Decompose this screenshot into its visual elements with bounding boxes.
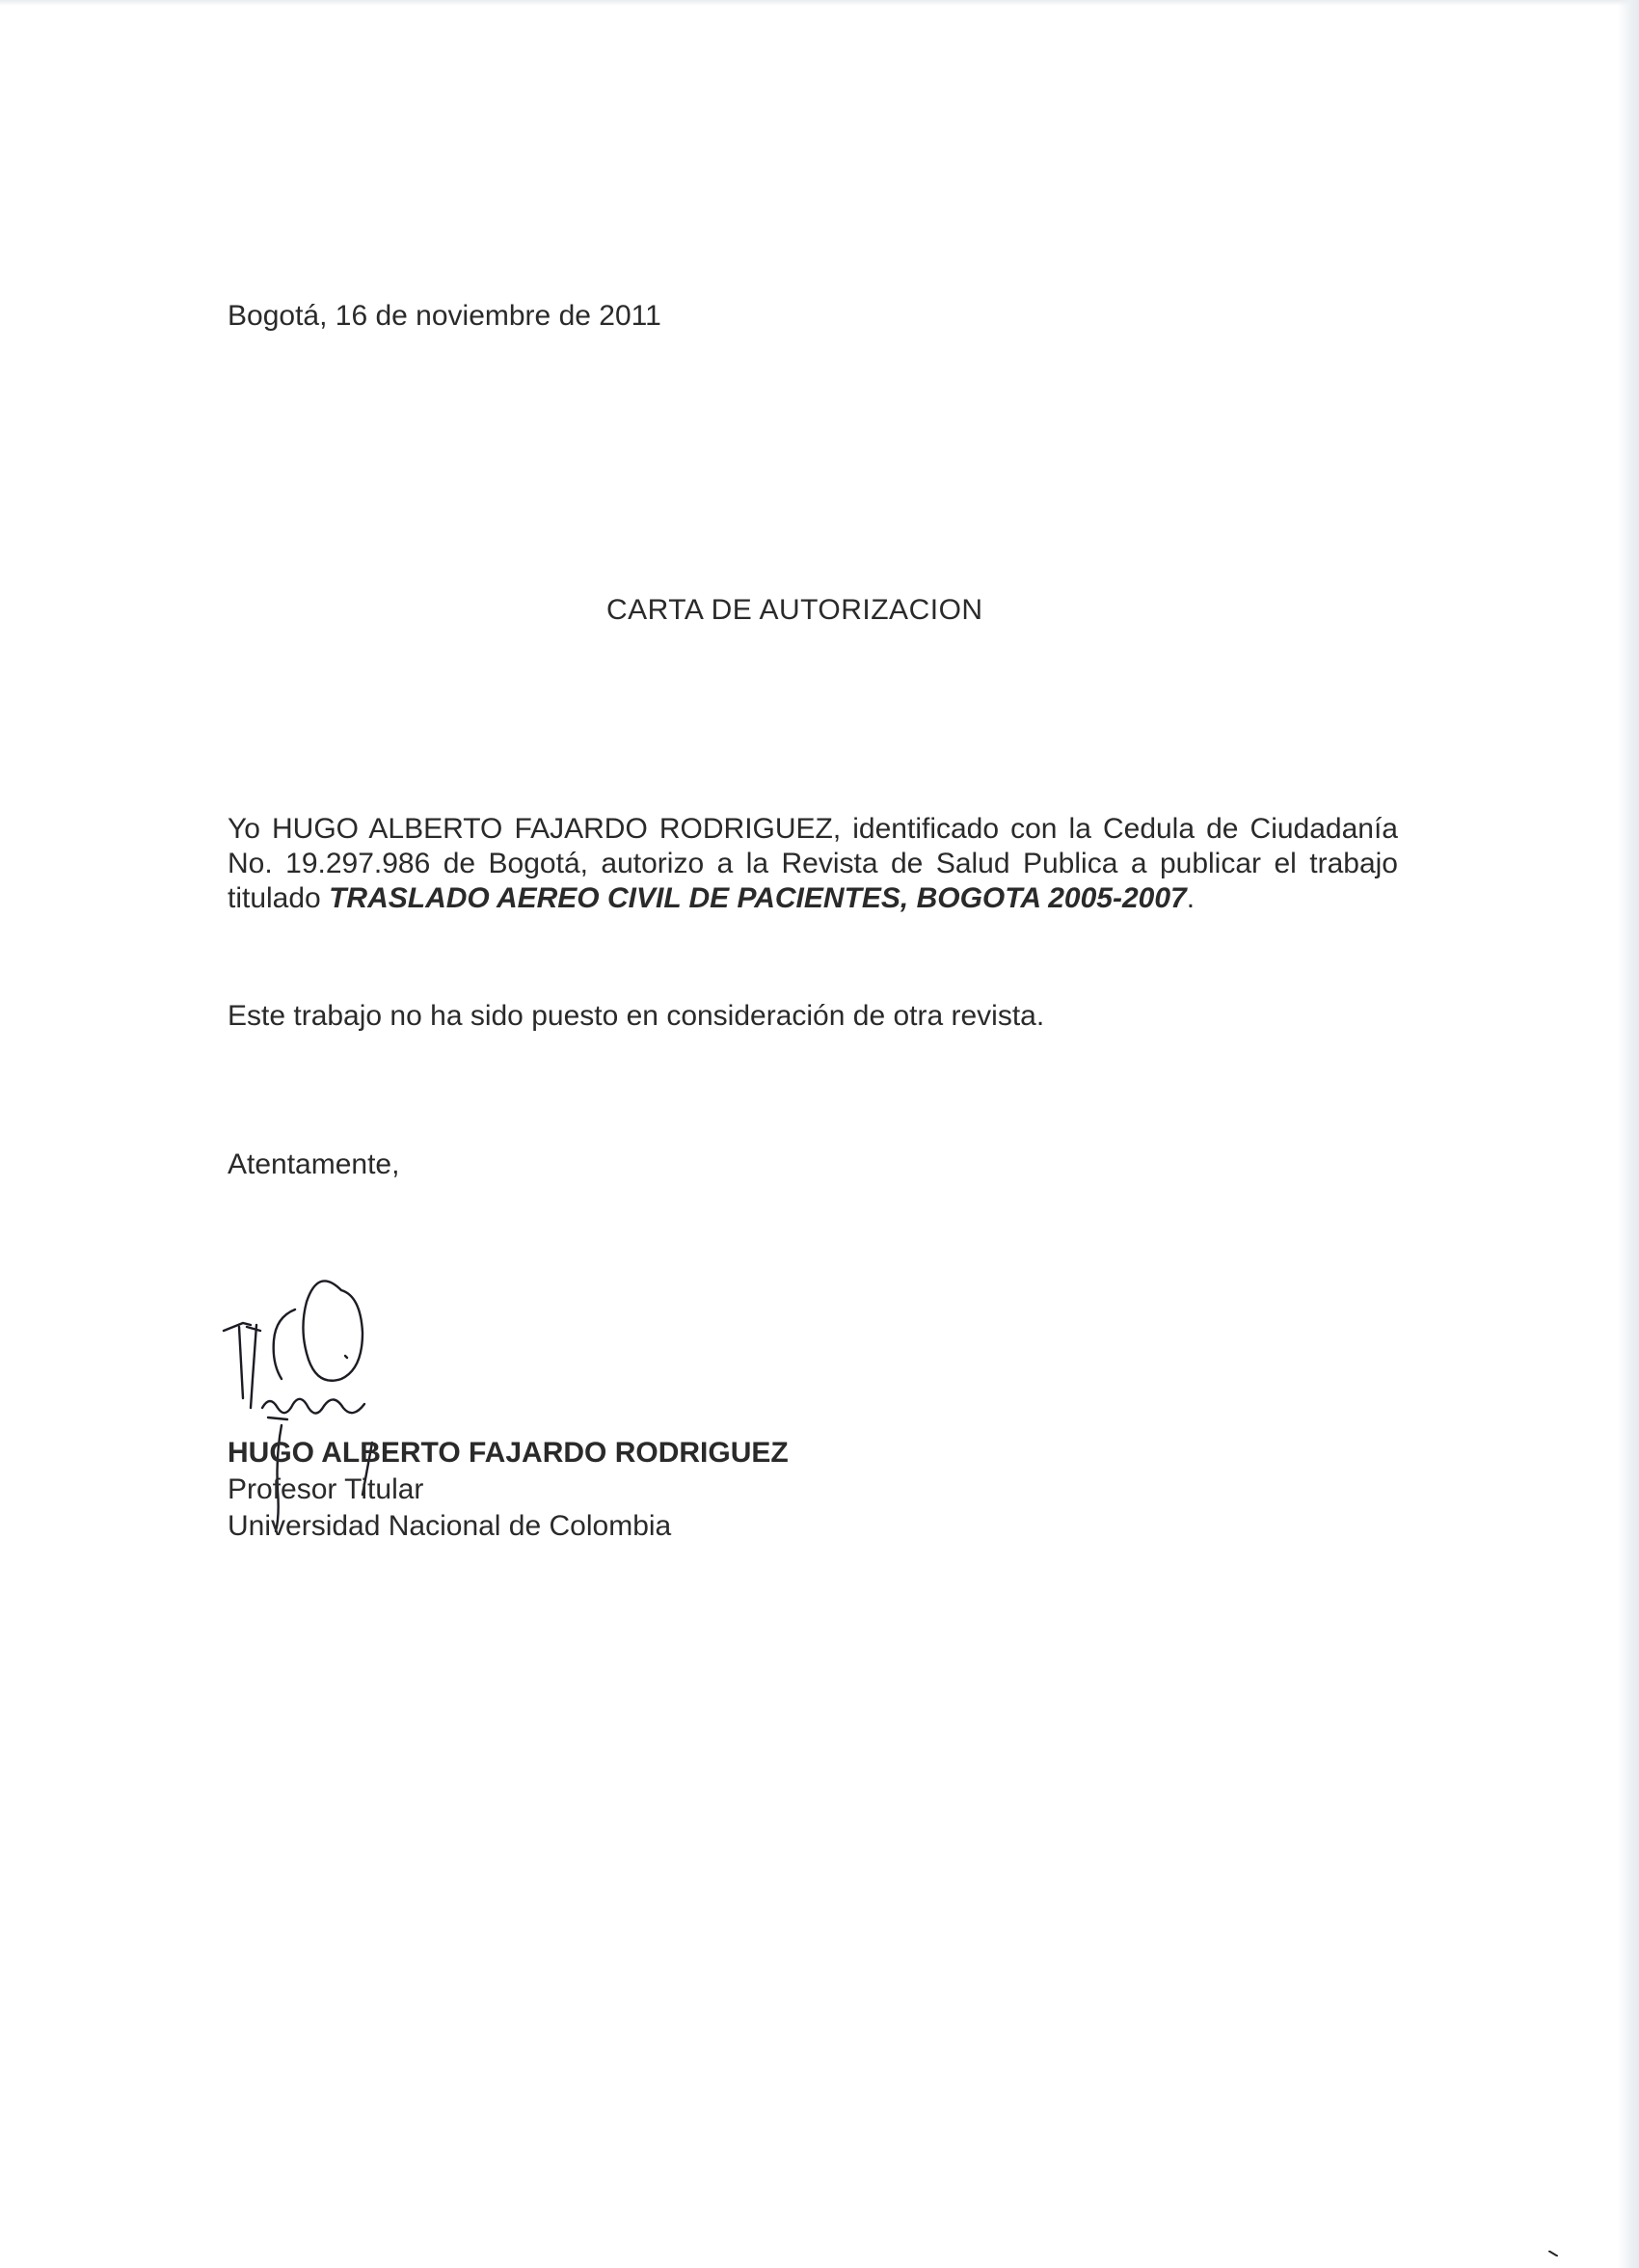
authorization-text: Yo HUGO ALBERTO FAJARDO RODRIGUEZ, identificado con la Cedula de Ciudadanía No. 19.297.986 de Bogotá, autorizo a la Revista de Salud Publica a publicar el trabajo titulado <box>228 813 1398 914</box>
authorization-end: . <box>1186 882 1196 914</box>
consideration-statement: Este trabajo no ha sido puesto en consideración de otra revista. <box>228 1000 1045 1032</box>
letter-title: CARTA DE AUTORIZACION <box>606 594 983 626</box>
signer-role: Profesor Titular <box>228 1473 424 1505</box>
letter-date: Bogotá, 16 de noviembre de 2011 <box>228 300 661 332</box>
scan-speck <box>1548 2251 1558 2256</box>
signer-institution: Universidad Nacional de Colombia <box>228 1510 672 1542</box>
work-title: TRASLADO AEREO CIVIL DE PACIENTES, BOGOTA 2005-2007 <box>329 882 1187 914</box>
signer-name: HUGO ALBERTO FAJARDO RODRIGUEZ <box>228 1437 789 1469</box>
scan-shadow-right <box>1618 0 1639 2268</box>
scan-shadow-top <box>0 0 1639 6</box>
authorization-paragraph <box>228 812 1398 916</box>
closing-salutation: Atentamente, <box>228 1148 400 1180</box>
